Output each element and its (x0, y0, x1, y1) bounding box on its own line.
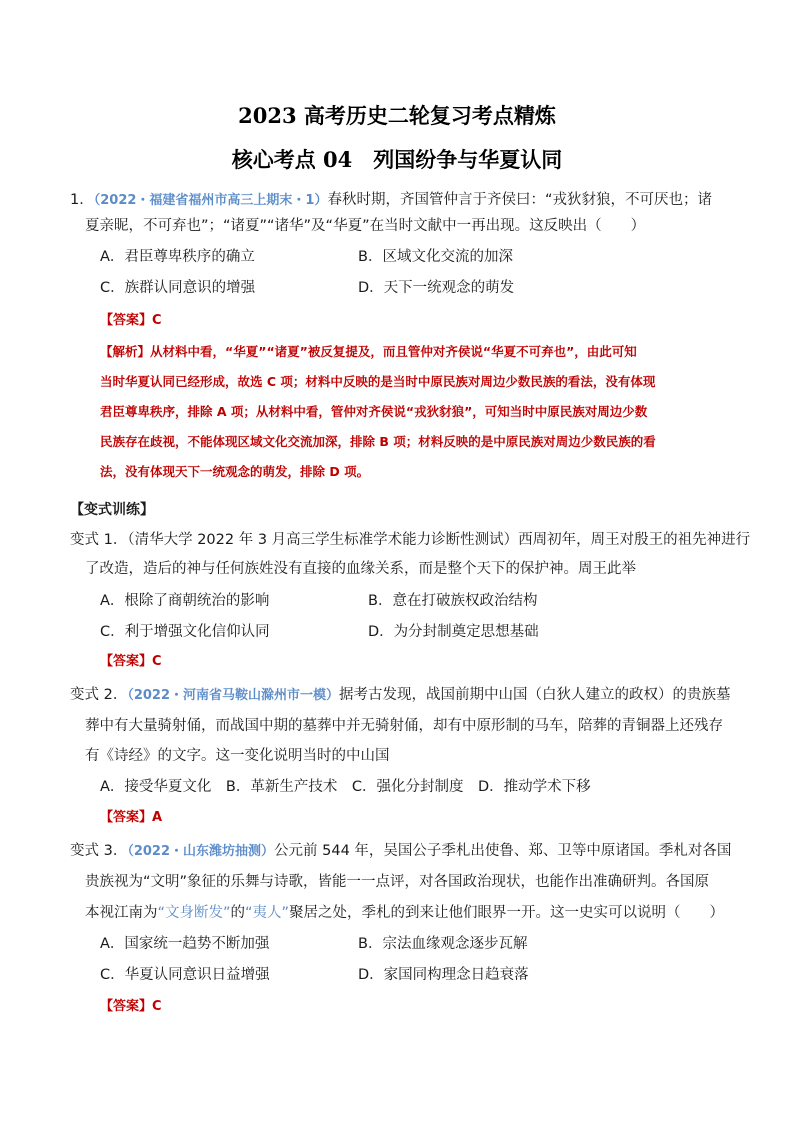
q1-answer (100, 312, 162, 330)
v2-answer-value: A (152, 810, 163, 825)
v3-option-c: C．华夏认同意识日益增强 (100, 967, 270, 983)
q1-number: 1． (70, 192, 94, 208)
v3-line-1 (70, 841, 731, 862)
q1-analysis-line-3: 君臣尊卑秩序，排除 A 项；从材料中看，管仲对齐侯说“戎狄豺狼”，可知当时中原民族对周边少数 (100, 404, 648, 419)
v2-options: A．接受华夏文化 B．革新生产技术 C．强化分封制度 D．推动学术下移 (100, 779, 591, 795)
document-subtitle: 核心考点 04 列国纷争与华夏认同 (231, 147, 563, 172)
v3-answer-label: 【答案】 (100, 999, 153, 1014)
v1-answer-label: 【答案】 (100, 654, 153, 669)
v1-answer (100, 653, 162, 671)
v1-option-d: D．为分封制奠定思想基础 (368, 624, 539, 640)
v3-highlight-yiren: “夷人” (245, 905, 290, 921)
v3-answer-value: C (152, 999, 162, 1014)
v2-line-2: 葬中有大量骑射俑，而战国中期的墓葬中并无骑射俑，却有中原形制的马车，陪葬的青铜器上还残存 (85, 718, 723, 734)
v2-source: （2022・河南省马鞍山滁州市一模） (127, 688, 340, 703)
v1-text-1: （清华大学 2022 年 3 月高三学生标准学术能力诊断性测试）西周初年，周王对殷王的祖先神进行 (127, 532, 751, 548)
v2-line-1 (70, 685, 731, 706)
v1-line-2: 了改造，造后的神与任何族姓没有直接的血缘关系，而是整个天下的保护神。周王此举 (85, 561, 636, 577)
q1-answer-label: 【答案】 (100, 313, 153, 328)
v3-line-3: 本视江南为“文身断发”的“夷人”聚居之处，季札的到来让他们眼界一开。这一史实可以说明（ ） (85, 905, 725, 921)
q1-option-b: B．区域文化交流的加深 (358, 249, 513, 265)
q1-analysis-line-5: 法，没有体现天下一统观念的萌发，排除 D 项。 (100, 464, 370, 479)
document-title: 2023 高考历史二轮复习考点精炼 (238, 103, 556, 128)
q1-answer-value: C (152, 313, 162, 328)
v1-option-a: A．根除了商朝统治的影响 (100, 593, 270, 609)
v1-option-b: B．意在打破族权政治结构 (368, 593, 538, 609)
v2-line-3: 有《诗经》的文字。这一变化说明当时的中山国 (85, 748, 390, 764)
v3-highlight-wenshen: “文身断发” (157, 905, 231, 921)
v3-number: 变式 3． (70, 843, 128, 859)
v3-option-a: A．国家统一趋势不断加强 (100, 936, 270, 952)
q1-text-1: 春秋时期，齐国管仲言于齐侯曰：“戎狄豺狼，不可厌也；诸 (327, 192, 712, 208)
q1-analysis-line-4: 民族存在歧视，不能体现区域文化交流加深，排除 B 项；材料反映的是中原民族对周边少数民族的看 (100, 434, 656, 449)
v3-text-1: 公元前 544 年，吴国公子季札出使鲁、郑、卫等中原诸国。季札对各国 (274, 843, 732, 859)
q1-analysis-label: 【解析】 (100, 344, 151, 359)
v2-text-1: 据考古发现，战国前期中山国（白狄人建立的政权）的贵族墓 (339, 687, 731, 703)
q1-option-c: C．族群认同意识的增强 (100, 280, 256, 296)
q1-line-1 (70, 190, 712, 211)
q1-analysis-line-1: 【解析】从材料中看，“华夏”“诸夏”被反复提及，而且管仲对齐侯说“华夏不可弃也”，由此可知 (100, 344, 637, 359)
v2-answer (100, 809, 162, 827)
v1-option-c: C．利于增强文化信仰认同 (100, 624, 270, 640)
v3-source: （2022・山东潍坊抽测） (127, 844, 275, 859)
v3-answer (100, 998, 162, 1016)
v1-answer-value: C (152, 654, 162, 669)
q1-option-a: A．君臣尊卑秩序的确立 (100, 249, 255, 265)
q1-line-2: 夏亲昵，不可弃也”；“诸夏”“诸华”及“华夏”在当时文献中一再出现。这反映出（ ） (85, 218, 646, 234)
v1-number: 变式 1． (70, 532, 128, 548)
q1-source: （2022・福建省福州市高三上期末・1） (93, 193, 328, 208)
v1-line-1 (70, 530, 750, 550)
v3-option-b: B．宗法血缘观念逐步瓦解 (358, 936, 528, 952)
v2-number: 变式 2． (70, 687, 128, 703)
v2-answer-label: 【答案】 (100, 810, 153, 825)
section-heading: 【变式训练】 (70, 502, 154, 518)
q1-option-d: D．天下一统观念的萌发 (358, 280, 515, 296)
q1-analysis-line-2: 当时华夏认同已经形成，故选 C 项；材料中反映的是当时中原民族对周边少数民族的看法，没有体现 (100, 374, 656, 389)
v3-line-2: 贵族视为“文明”象征的乐舞与诗歌，皆能一一点评，对各国政治现状，也能作出准确研判。各国原 (85, 874, 710, 890)
v3-option-d: D．家国同构理念日趋衰落 (358, 967, 529, 983)
